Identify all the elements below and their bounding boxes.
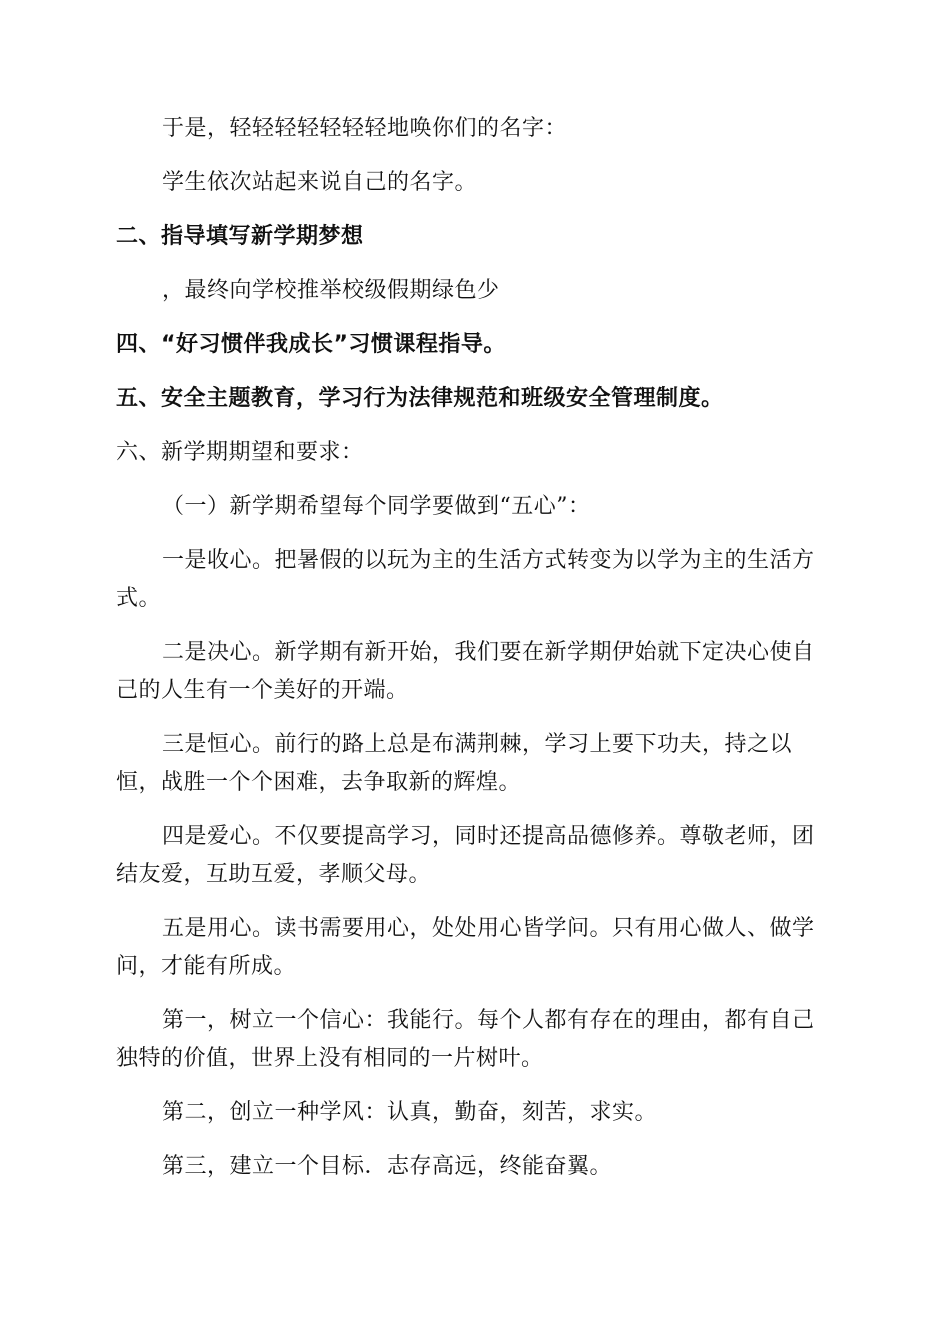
paragraph-heart-1: 一是收心。把暑假的以玩为主的生活方式转变为以学为主的生活方式。	[116, 548, 815, 611]
paragraph-heart-2: 二是决心。新学期有新开始，我们要在新学期伊始就下定决心使自己的人生有一个美好的开端。	[116, 640, 815, 703]
heading-section-6: 六、新学期期望和要求：	[116, 440, 364, 465]
paragraph-heart-4: 四是爱心。不仅要提高学习，同时还提高品德修养。尊敬老师，团结友爱，互助互爱，孝顺父母。	[116, 824, 815, 887]
heading-section-5: 五、安全主题教育，学习行为法律规范和班级安全管理制度。	[116, 386, 724, 411]
paragraph-heart-5: 五是用心。读书需要用心，处处用心皆学问。只有用心做人、做学问，才能有所成。	[116, 916, 815, 979]
heading-section-4: 四、“好习惯伴我成长”习惯课程指导。	[116, 332, 506, 357]
paragraph-heart-3: 三是恒心。前行的路上总是布满荆棘，学习上要下功夫，持之以恒，战胜一个个困难，去争取新的辉煌。	[116, 732, 793, 795]
paragraph-first-confidence: 第一，树立一个信心：我能行。每个人都有存在的理由，都有自己独特的价值，世界上没有相同的一片树叶。	[116, 1008, 815, 1071]
subheading-five-hearts: （一）新学期希望每个同学要做到“五心”：	[162, 494, 591, 519]
paragraph-third-goal: 第三，建立一个目标．志存高远，终能奋翼。	[162, 1154, 613, 1179]
paragraph-school-recommend: ，最终向学校推举校级假期绿色少	[162, 278, 500, 303]
paragraph-students-introduce: 学生依次站起来说自己的名字。	[162, 170, 478, 195]
document-body	[116, 110, 836, 1186]
heading-section-2: 二、指导填写新学期梦想	[116, 224, 364, 249]
paragraph-call-names: 于是，轻轻轻轻轻轻轻地唤你们的名字：	[162, 116, 568, 141]
paragraph-second-study-style: 第二，创立一种学风：认真，勤奋，刻苦，求实。	[162, 1100, 658, 1125]
